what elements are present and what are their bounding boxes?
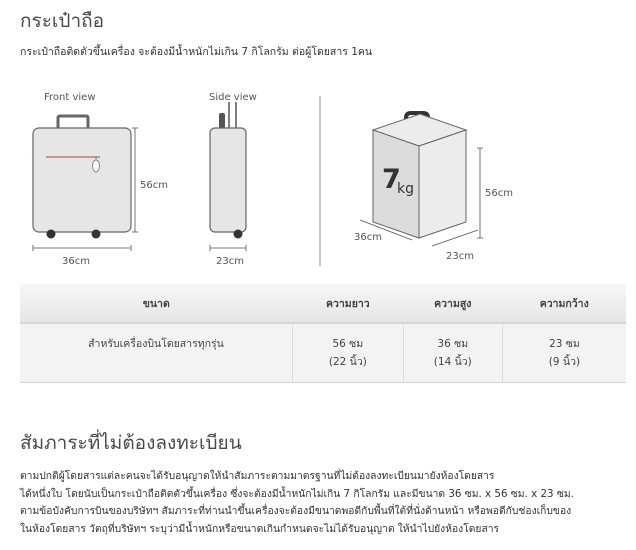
baggage-diagram-svg <box>0 80 636 280</box>
side-suitcase-icon <box>210 102 246 239</box>
cell-length <box>293 323 404 383</box>
box-weight-number: 7 <box>382 164 401 195</box>
table-header-row <box>20 284 626 323</box>
paragraph-line: ในห้องโดยสาร วัตถุที่บริษัทฯ ระบุว่ามีน้ำหนักหรือขนาดเกินกำหนดจะไม่ได้รับอนุญาต ให้นำไปยังห้องโดยสาร <box>20 522 500 535</box>
front-width-label: 36cm <box>62 256 90 267</box>
paragraph-line: ตามปกติผู้โดยสารแต่ละคนจะได้รับอนุญาตให้นำสัมภาระตามมาตรฐานที่ไม่ต้องลงทะเบียนมายังห้องโดยสาร <box>20 470 495 482</box>
cell-height <box>403 323 502 383</box>
row-label <box>20 323 293 383</box>
section-title: สัมภาระที่ไม่ต้องลงทะเบียน <box>20 432 242 454</box>
header-width: ความกว้าง <box>502 284 626 323</box>
header-height: ความสูง <box>403 284 502 323</box>
height-inch: (14 นิ้ว) <box>433 356 472 368</box>
front-height-label: 56cm <box>140 180 168 191</box>
box-width-label: 36cm <box>354 232 382 243</box>
box-weight-unit: kg <box>397 181 414 197</box>
front-suitcase-icon <box>33 116 131 239</box>
paragraph-line: ได้หนึ่งใบ โดยนับเป็นกระเป๋าถือติดตัวขึ้นเครื่อง ซึ่งจะต้องมีน้ำหนักไม่เกิน 7 กิโลกรัม และมีขนาด 36 ซม. x 56 ซม. x 23 ซม. <box>20 487 574 500</box>
width-inch: (9 นิ้ว) <box>548 356 581 368</box>
table-row <box>20 323 626 383</box>
row-label-text: สำหรับเครื่องบินโดยสารทุกรุ่น <box>88 338 224 350</box>
dimensions-table <box>20 284 626 383</box>
side-view-label: Side view <box>209 92 257 103</box>
weight-box-icon <box>373 113 466 238</box>
page-title: กระเป๋าถือ <box>20 10 105 32</box>
unchecked-baggage-paragraph <box>20 468 630 538</box>
header-size: ขนาด <box>20 284 293 323</box>
header-length: ความยาว <box>293 284 404 323</box>
front-view-label: Front view <box>44 92 96 103</box>
box-height-label: 56cm <box>485 188 513 199</box>
length-cm: 56 ซม <box>332 338 364 350</box>
side-depth-label: 23cm <box>216 256 244 267</box>
carry-on-intro: กระเป๋าถือติดตัวขึ้นเครื่อง จะต้องมีน้ำหนักไม่เกิน 7 กิโลกรัม ต่อผู้โดยสาร 1คน <box>20 46 373 58</box>
length-inch: (22 นิ้ว) <box>328 356 367 368</box>
box-depth-dimension <box>432 230 478 246</box>
box-depth-label: 23cm <box>446 251 474 262</box>
height-cm: 36 ซม <box>437 338 469 350</box>
baggage-size-diagram <box>0 80 636 280</box>
width-cm: 23 ซม <box>549 338 580 350</box>
paragraph-line: ตามข้อบังคับการบินของบริษัทฯ สัมภาระที่ท่านนำขึ้นเครื่องจะต้องมีขนาดพอดีกับพื้นที่ใต้ที่นั่งด้านหน้า หรือพอดีกับช่องเก็บของ <box>20 505 572 517</box>
cell-width <box>502 323 626 383</box>
